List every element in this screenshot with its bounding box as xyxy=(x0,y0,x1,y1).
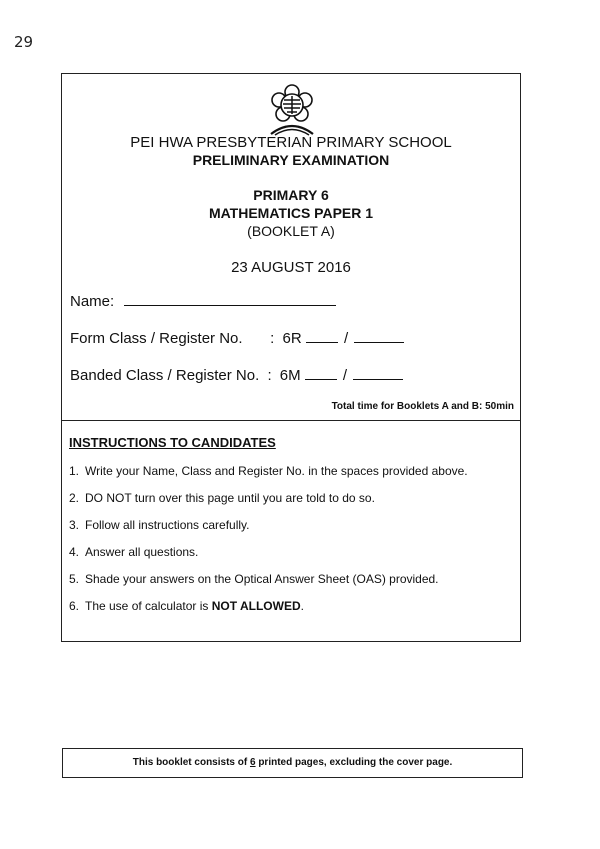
name-blank[interactable] xyxy=(124,292,336,306)
instruction-item xyxy=(69,572,509,587)
booklet-label: (BOOKLET A) xyxy=(247,223,335,239)
form-register-blank[interactable] xyxy=(354,329,404,343)
page-number: 29 xyxy=(14,33,34,51)
instruction-item xyxy=(69,518,509,533)
cover-box xyxy=(61,73,521,421)
instruction-number: 1. xyxy=(69,464,80,478)
footer-text-after: printed pages, excluding the cover page. xyxy=(255,757,453,768)
instruction-item xyxy=(69,464,509,479)
instructions-heading: INSTRUCTIONS TO CANDIDATES xyxy=(69,435,276,450)
instruction-number: 5. xyxy=(69,572,80,586)
instruction-item xyxy=(69,491,509,506)
footer-text-before: This booklet consists of xyxy=(132,757,250,768)
banded-class-colon: : xyxy=(267,367,272,384)
form-class-field-row xyxy=(70,329,404,347)
total-time: Total time for Booklets A and B: 50min xyxy=(331,401,514,412)
banded-class-field-row xyxy=(70,366,403,384)
instruction-text: Write your Name, Class and Register No. in the spaces provided above. xyxy=(85,464,468,478)
instruction-text: DO NOT turn over this page until you are told to do so. xyxy=(85,491,375,505)
instruction-text: Follow all instructions carefully. xyxy=(85,518,250,532)
school-crest-logo xyxy=(265,84,319,136)
instructions-box xyxy=(61,420,521,642)
instruction-number: 6. xyxy=(69,599,80,613)
school-name: PEI HWA PRESBYTERIAN PRIMARY SCHOOL xyxy=(130,134,452,151)
banded-class-blank[interactable] xyxy=(305,366,337,380)
form-class-prefix: 6R xyxy=(282,330,302,347)
exam-name: PRELIMINARY EXAMINATION xyxy=(192,152,390,168)
instruction-text-end: . xyxy=(300,599,304,613)
instruction-number: 3. xyxy=(69,518,80,532)
banded-register-blank[interactable] xyxy=(353,366,403,380)
banded-register-slash: / xyxy=(342,367,348,384)
instruction-item xyxy=(69,599,509,614)
instruction-item xyxy=(69,545,509,560)
name-label: Name: xyxy=(70,293,115,310)
form-class-blank[interactable] xyxy=(306,329,338,343)
banded-class-prefix: 6M xyxy=(279,367,301,384)
exam-date: 23 AUGUST 2016 xyxy=(231,259,351,276)
instruction-number: 2. xyxy=(69,491,80,505)
banded-class-label: Banded Class / Register No. xyxy=(70,367,260,384)
level: PRIMARY 6 xyxy=(253,187,329,203)
instruction-text: Answer all questions. xyxy=(85,545,199,559)
form-class-colon: : xyxy=(270,330,275,347)
instruction-text: The use of calculator is xyxy=(85,599,212,613)
subject-title: MATHEMATICS PAPER 1 xyxy=(208,205,374,221)
form-register-slash: / xyxy=(343,330,349,347)
instructions-list xyxy=(69,464,509,614)
instruction-emphasis: NOT ALLOWED xyxy=(211,599,301,613)
instruction-number: 4. xyxy=(69,545,80,559)
instruction-text: Shade your answers on the Optical Answer Sheet (OAS) provided. xyxy=(85,572,439,586)
name-field-row xyxy=(70,292,336,310)
form-class-label: Form Class / Register No. xyxy=(70,330,243,347)
booklet-pages-note xyxy=(62,748,523,778)
footer-page-count: 6 xyxy=(249,757,256,768)
